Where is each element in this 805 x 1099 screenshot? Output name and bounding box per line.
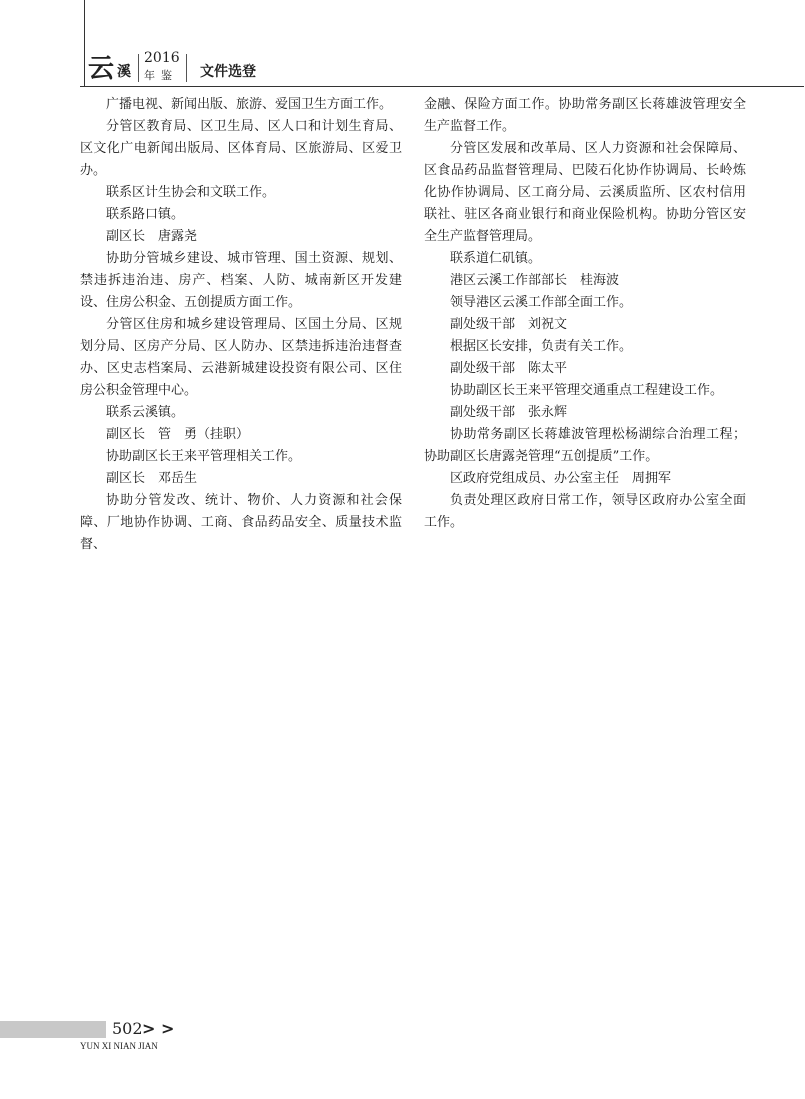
left-column	[80, 94, 402, 556]
official-title: 副处级干部 刘祝文	[450, 317, 568, 332]
header-logo-xi: 溪	[117, 64, 131, 80]
footer-gray-bar	[0, 1021, 106, 1038]
official-title: 副区长 唐露尧	[106, 229, 198, 244]
paragraph: 联系区计生协会和文联工作。	[106, 185, 276, 200]
official-title: 区政府党组成员、办公室主任 周拥军	[450, 471, 672, 486]
paragraph: 金融、保险方面工作。协助常务副区长蒋雄波管理安全生产监督工作。	[424, 97, 746, 134]
paragraph: 协助分管城乡建设、城市管理、国土资源、规划、禁违拆违治违、房产、档案、人防、城南新区开发建设、住房公积金、五创提质方面工作。	[80, 251, 402, 310]
page-number: 502	[112, 1019, 143, 1038]
paragraph: 协助副区长王来平管理交通重点工程建设工作。	[450, 383, 724, 398]
paragraph: 联系云溪镇。	[106, 405, 185, 420]
right-column	[424, 94, 746, 534]
footer-arrows: > >	[142, 1019, 175, 1038]
header-logo-yun: 云	[88, 54, 115, 84]
official-title: 港区云溪工作部部长 桂海波	[450, 273, 620, 288]
paragraph: 根据区长安排，负责有关工作。	[450, 339, 633, 354]
paragraph: 分管区住房和城乡建设管理局、区国土分局、区规划分局、区房产分局、区人防办、区禁违拆违治违督查办、区史志档案局、云港新城建设投资有限公司、区住房公积金管理中心。	[80, 317, 402, 398]
official-title: 副区长 邓岳生	[106, 471, 198, 486]
header-nianjian: 年鉴	[144, 69, 178, 82]
official-title: 副处级干部 陈太平	[450, 361, 568, 376]
paragraph: 联系路口镇。	[106, 207, 185, 222]
paragraph: 分管区教育局、区卫生局、区人口和计划生育局、区文化广电新闻出版局、区体育局、区旅游局、区爱卫办。	[80, 119, 402, 178]
paragraph: 分管区发展和改革局、区人力资源和社会保障局、区食品药品监督管理局、巴陵石化协作协调局、长岭炼化协作协调局、区工商分局、云溪质监所、区农村信用联社、驻区各商业银行和商业保险机构。协助分管区安全生产监督管理局。	[424, 141, 746, 244]
header-horizontal-rule	[80, 86, 804, 87]
footer-brand: YUN XI NIAN JIAN	[80, 1041, 158, 1051]
header-section-title: 文件选登	[200, 64, 256, 80]
official-title: 副区长 管 勇（挂职）	[106, 427, 250, 442]
paragraph: 协助副区长王来平管理相关工作。	[106, 449, 302, 464]
paragraph: 负责处理区政府日常工作，领导区政府办公室全面工作。	[424, 493, 746, 530]
official-title: 副处级干部 张永辉	[450, 405, 568, 420]
header-separator	[186, 54, 187, 82]
header-vertical-rule	[84, 0, 85, 86]
paragraph: 联系道仁矶镇。	[450, 251, 542, 266]
header-separator	[138, 54, 139, 82]
paragraph: 领导港区云溪工作部全面工作。	[450, 295, 633, 310]
paragraph: 广播电视、新闻出版、旅游、爱国卫生方面工作。	[106, 97, 393, 112]
paragraph: 协助常务副区长蒋雄波管理松杨湖综合治理工程；协助副区长唐露尧管理“五创提质”工作。	[424, 427, 746, 464]
header-year: 2016	[144, 50, 180, 66]
paragraph: 协助分管发改、统计、物价、人力资源和社会保障、厂地协作协调、工商、食品药品安全、质量技术监督、	[80, 493, 402, 552]
